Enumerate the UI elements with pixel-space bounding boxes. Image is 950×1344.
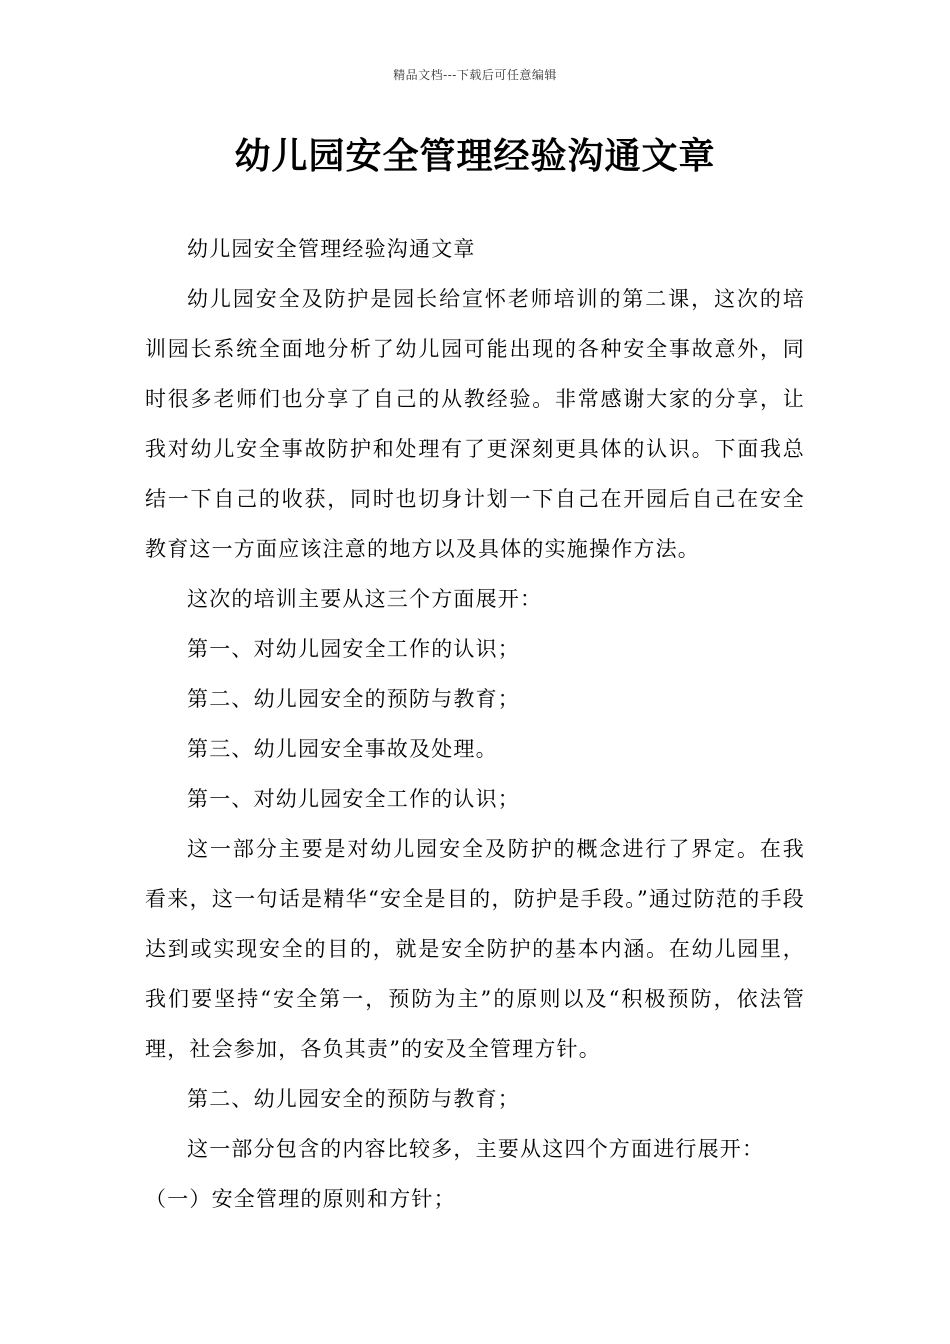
subsection-heading-one: （一）安全管理的原则和方针； — [145, 1187, 456, 1211]
paragraph-section-second: 这一部分包含的内容比较多，主要从这四个方面进行展开： — [187, 1137, 765, 1161]
paragraph-intro: 幼儿园安全及防护是园长给宣怀老师培训的第二课，这次的培训园长系统全面地分析了幼儿园可能出现的各种安全事故意外，同时很多老师们也分享了自己的从教经验。非常感谢大家的分享，让我对幼儿安全事故防护和处理有了更深刻更具体的认识。下面我总结一下自己的收获，同时也切身计划一下自己在开园后自己在安全教育这一方面应该注意的地方以及具体的实施操作方法。 — [145, 287, 805, 561]
list-item-first: 第一、对幼儿园安全工作的认识； — [187, 637, 520, 661]
section-heading-second: 第二、幼儿园安全的预防与教育； — [187, 1087, 520, 1111]
section-heading-first: 第一、对幼儿园安全工作的认识； — [187, 787, 520, 811]
list-item-second: 第二、幼儿园安全的预防与教育； — [187, 687, 520, 711]
document-title: 幼儿园安全管理经验沟通文章 — [234, 136, 716, 177]
paragraph-section-first: 这一部分主要是对幼儿园安全及防护的概念进行了界定。在我看来，这一句话是精华“安全是目的，防护是手段。”通过防范的手段达到或实现安全的目的，就是安全防护的基本内涵。在幼儿园里，我们要坚持“安全第一，预防为主”的原则以及“积极预防，依法管理，社会参加，各负其责”的安及全管理方针。 — [145, 837, 805, 1061]
header-note: 精品文档---下载后可任意编辑 — [393, 68, 557, 82]
document-body — [145, 224, 805, 1224]
paragraph-subtitle: 幼儿园安全管理经验沟通文章 — [187, 237, 476, 261]
list-item-third: 第三、幼儿园安全事故及处理。 — [187, 737, 498, 761]
paragraph-overview: 这次的培训主要从这三个方面展开： — [187, 587, 543, 611]
